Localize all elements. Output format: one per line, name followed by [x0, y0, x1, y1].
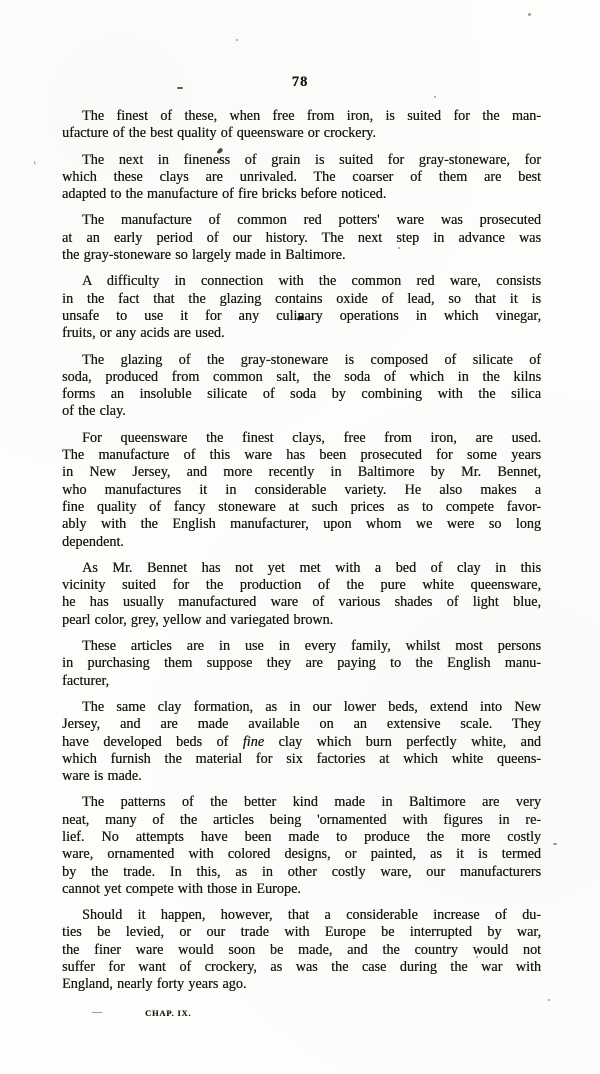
paragraph [62, 352, 541, 421]
text-line: ware, ornamented with colored designs, or painted, as it is termed [62, 846, 541, 863]
text-line: dependent. [62, 533, 124, 550]
paragraph [62, 108, 541, 143]
text-line: fruits, or any acids are used. [62, 325, 225, 342]
text-line: in New Jersey, and more recently in Baltimore by Mr. Bennet, [62, 464, 541, 481]
text-line: Jersey, and are made available on an extensive scale. They [62, 716, 541, 733]
text-line: facturer, [62, 672, 110, 689]
scan-speck [553, 843, 557, 845]
paragraph [62, 794, 541, 898]
footer-dash: — [92, 1007, 101, 1018]
text-line: The same clay formation, as in our lower beds, extend into New [82, 698, 541, 715]
text-line: in purchasing them suppose they are paying to the English manu- [62, 655, 541, 672]
scan-dash-artifact [177, 87, 183, 89]
text-line: England, nearly forty years ago. [62, 976, 247, 993]
text-line: ties be levied, or our trade with Europe be interrupted by war, [62, 924, 541, 941]
text-line: suffer for want of crockery, as was the case during the war with [62, 959, 541, 976]
text-line: who manufactures it in considerable variety. He also makes a [62, 481, 541, 498]
text-line: by the trade. In this, as in other costly ware, our manufacturers [62, 863, 541, 880]
text-line: which these clays are unrivaled. The coarser of them are best [62, 168, 541, 185]
scan-margin-tick-artifact: ‹ [31, 156, 38, 168]
text-line: in the fact that the glazing contains oxide of lead, so that it is [62, 290, 541, 307]
paragraph [62, 638, 541, 690]
text-line: unsafe to use it for any culinary operations in which vinegar, [62, 307, 541, 324]
paragraph [62, 560, 541, 629]
text-line: lief. No attempts have been made to produce the more costly [62, 828, 541, 845]
text-line: The manufacture of this ware has been prosecuted for some years [62, 447, 541, 464]
text-line: at an early period of our history. The next step in advance was [62, 229, 541, 246]
text-line: These articles are in use in every family, whilst most persons [82, 638, 541, 655]
chapter-label: CHAP. IX. [145, 1007, 192, 1018]
text-line: the finer ware would soon be made, and the country would not [62, 941, 541, 958]
paragraph [62, 699, 541, 785]
scan-speck [548, 999, 550, 1001]
text-line: pearl color, grey, yellow and variegated brown. [62, 611, 334, 628]
paragraph [62, 430, 541, 551]
text-line: vicinity suited for the production of the pure white queensware, [62, 577, 541, 594]
page-footer [92, 1007, 191, 1018]
text-line: forms an insoluble silicate of soda by combining with the silica [62, 386, 541, 403]
paragraph [62, 907, 541, 993]
text-line: adapted to the manufacture of fire bricks before noticed. [62, 186, 387, 203]
text-line: The finest of these, when free from iron, is suited for the man- [82, 108, 541, 124]
text-line: Should it happen, however, that a considerable increase of du- [82, 907, 541, 924]
text-line: which furnish the material for six factories at which white queens- [62, 750, 541, 767]
text-line: ably with the English manufacturer, upon whom we were so long [62, 516, 541, 533]
text-line: soda, produced from common salt, the soda of which in the kilns [62, 368, 541, 385]
text-line: neat, many of the articles being 'ornamented with figures in re- [62, 811, 541, 828]
text-line: fine quality of fancy stoneware at such prices as to compete favor- [62, 498, 541, 515]
paragraph [62, 152, 541, 204]
text-line: The patterns of the better kind made in Baltimore are very [82, 794, 541, 811]
text-line: The manufacture of common red potters' ware was prosecuted [82, 212, 541, 229]
text-line: ufacture of the best quality of queensware or crockery. [62, 125, 376, 142]
text-line: of the clay. [62, 403, 126, 420]
scan-speck [236, 39, 238, 41]
scan-speck [434, 96, 436, 98]
text-line: For queensware the finest clays, free from iron, are used. [82, 429, 541, 446]
text-line: The next in fineness of grain is suited for gray-stoneware, for [82, 151, 541, 168]
text-line: A difficulty in connection with the common red ware, consists [82, 273, 541, 290]
paragraph [62, 273, 541, 342]
text-line: he has usually manufactured ware of various shades of light blue, [62, 594, 541, 611]
text-line: the gray-stoneware so largely made in Baltimore. [62, 247, 346, 264]
text-line: As Mr. Bennet has not yet met with a bed of clay in this [82, 559, 541, 576]
text-block [62, 108, 541, 1003]
text-line: cannot yet compete with those in Europe. [62, 880, 301, 897]
paragraph [62, 212, 541, 264]
page-number: 78 [291, 74, 309, 90]
text-line: The glazing of the gray-stoneware is composed of silicate of [82, 351, 541, 368]
text-line: ware is made. [62, 768, 142, 785]
text-line: have developed beds of fine clay which burn perfectly white, and [62, 733, 542, 750]
scan-speck [528, 13, 531, 16]
